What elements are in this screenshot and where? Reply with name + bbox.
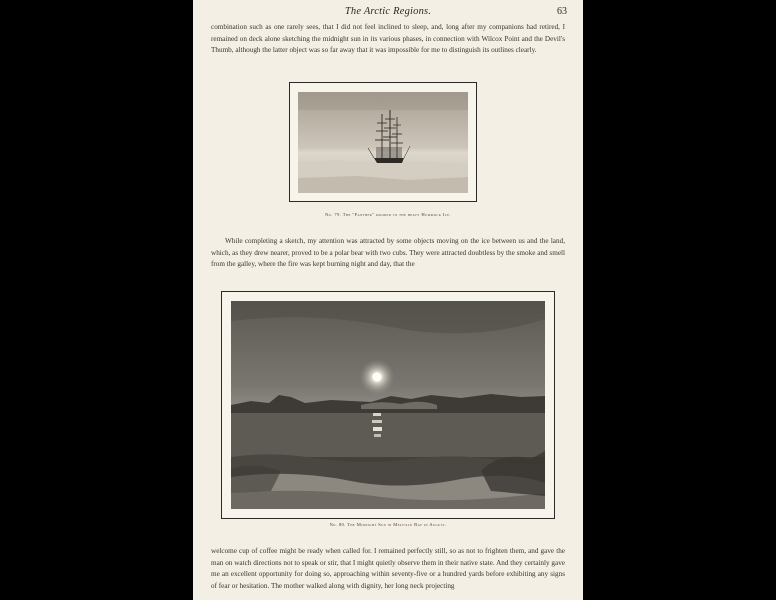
plate-frame-ship bbox=[289, 82, 477, 202]
book-page bbox=[193, 0, 583, 600]
paragraph-3: welcome cup of coffee might be ready when called for. I remained perfectly still, so as not to frighten them, and gave the man on watch directions not to speak or stir, that I might quietly observe them in their native state. And they certainly gave me an excellent opportunity for doing so, approaching within seventy-five or a hundred yards before exhibiting any signs of fear or hesitation. The mother walked along with dignity, her long neck projecting bbox=[211, 547, 565, 590]
plate-frame-midnight-sun bbox=[221, 291, 555, 519]
paragraph-1: combination such as one rarely sees, that I did not feel inclined to sleep, and, long after my companions had retired, I remained on deck alone sketching the midnight sun in its various phases, in connection with Wilcox Point and the Devil's Thumb, although the latter object was so far away that it was impossible for me to distinguish its outlines clearly. bbox=[211, 23, 565, 55]
plate-caption-2: No. 80. The Midnight Sun in Melville Bay in August. bbox=[329, 522, 447, 527]
page-number: 63 bbox=[557, 6, 567, 17]
photograph-midnight-sun bbox=[231, 301, 545, 509]
photograph-ship-in-ice bbox=[298, 92, 468, 193]
running-head bbox=[193, 6, 583, 20]
running-head-title: The Arctic Regions. bbox=[344, 6, 432, 17]
plate-caption-1: No. 79. The "Panther" moored to the heavy Hummock Ice. bbox=[324, 212, 452, 217]
paragraph-2: While completing a sketch, my attention was attracted by some objects moving on the ice between us and the land, which, as they drew nearer, proved to be a polar bear with two cubs. They were attracted doubtless by the smoke and smell from the galley, where the fire was kept burning night and day, that the bbox=[211, 237, 565, 269]
